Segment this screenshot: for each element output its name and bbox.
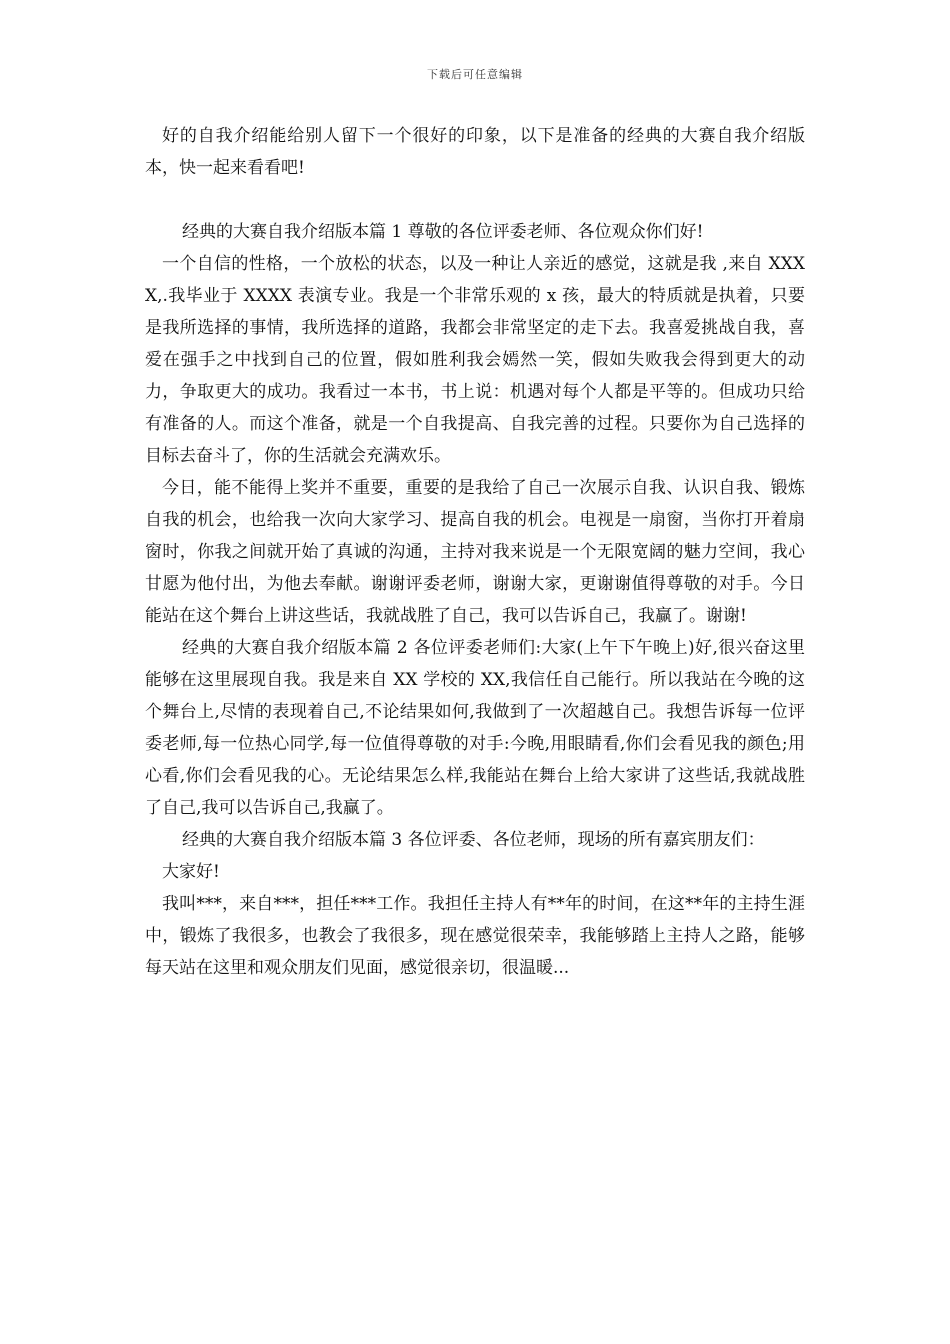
header-note: 下载后可任意编辑 [427,68,523,81]
part3-greeting: 大家好! [162,862,220,882]
part3-paragraph-1: 我叫***，来自***，担任***工作。我担任主持人有**年的时间，在这**年的主持生涯中，锻炼了我很多，也教会了我很多，现在感觉很荣幸，我能够踏上主持人之路，能够每天站在这里和观众朋友们见面，感觉很亲切，很温暖... [145,894,805,978]
part1-heading: 经典的大赛自我介绍版本篇 1 尊敬的各位评委老师、各位观众你们好! [182,222,704,242]
part1-paragraph-2: 今日，能不能得上奖并不重要，重要的是我给了自己一次展示自我、认识自我、锻炼自我的机会，也给我一次向大家学习、提高自我的机会。电视是一扇窗，当你打开着扇窗时，你我之间就开始了真诚的沟通，主持对我来说是一个无限宽阔的魅力空间，我心甘愿为他付出，为他去奉献。谢谢评委老师，谢谢大家，更谢谢值得尊敬的对手。今日能站在这个舞台上讲这些话，我就战胜了自己，我可以告诉自己，我赢了。谢谢! [145,478,805,626]
part3-heading: 经典的大赛自我介绍版本篇 3 各位评委、各位老师，现场的所有嘉宾朋友们： [182,830,765,850]
part1-paragraph-1: 一个自信的性格，一个放松的状态，以及一种让人亲近的感觉，这就是我 ,来自 XXXX,.我毕业于 XXXX 表演专业。我是一个非常乐观的 x 孩，最大的特质就是执着，只要是我所选择的事情，我所选择的道路，我都会非常坚定的走下去。我喜爱挑战自我，喜爱在强手之中找到自己的位置，假如胜利我会嫣然一笑，假如失败我会得到更大的动力，争取更大的成功。我看过一本书，书上说：机遇对每个人都是平等的。但成功只给有准备的人。而这个准备，就是一个自我提高、自我完善的过程。只要你为自己选择的目标去奋斗了，你的生活就会充满欢乐。 [145,254,805,466]
part2-paragraph: 经典的大赛自我介绍版本篇 2 各位评委老师们:大家(上午下午晚上)好,很兴奋这里能够在这里展现自我。我是来自 XX 学校的 XX,我信任自己能行。所以我站在今晚的这个舞台上,尽情的表现着自己,不论结果如何,我做到了一次超越自己。我想告诉每一位评委老师,每一位热心同学,每一位值得尊敬的对手:今晚,用眼睛看,你们会看见我的颜色;用心看,你们会看见我的心。无论结果怎么样,我能站在舞台上给大家讲了这些话,我就战胜了自己,我可以告诉自己,我赢了。 [145,638,805,818]
intro-paragraph: 好的自我介绍能给别人留下一个很好的印象，以下是准备的经典的大赛自我介绍版本，快一起来看看吧! [145,126,805,178]
document-body [145,120,805,984]
